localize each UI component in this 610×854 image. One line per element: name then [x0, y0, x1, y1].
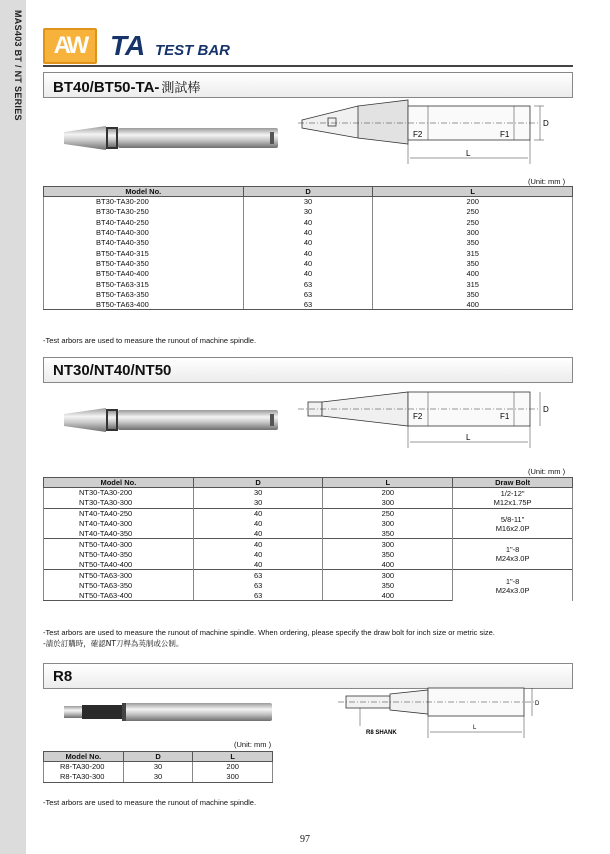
table-cell: 63 — [243, 289, 373, 299]
nt-label-f1: F1 — [500, 412, 510, 421]
table-cell: 40 — [243, 248, 373, 258]
draw-bolt-cell — [453, 508, 573, 539]
side-tab — [0, 0, 26, 854]
page-title: TA — [110, 30, 146, 61]
table-cell: 350 — [323, 529, 453, 539]
draw-bolt-spec: M24x3.0P — [495, 585, 530, 595]
table-cell: 30 — [193, 498, 323, 508]
table-row — [44, 508, 573, 518]
r8-label-shank: R8 SHANK — [366, 730, 397, 736]
brand-logo: AW — [43, 28, 97, 64]
nt-label-d: D — [543, 405, 549, 414]
table-cell: 40 — [193, 518, 323, 528]
r8-dimension-drawing — [338, 678, 558, 748]
nt-note: -Test arbors are used to measure the runout of machine spindle. When ordering, please specify the draw bolt for inch size or metric size. — [43, 628, 495, 637]
table-cell: 63 — [193, 580, 323, 590]
nt-label-f2: F2 — [413, 412, 423, 421]
table-cell: BT50-TA40-315 — [44, 248, 244, 258]
table-row — [44, 289, 573, 299]
nt-note-zh: -請於訂購時，確認NT刀桿為英制或公制。 — [43, 639, 184, 648]
table-cell: 300 — [323, 518, 453, 528]
table-row — [44, 762, 273, 772]
table-header-cell: D — [193, 478, 323, 488]
draw-bolt-spec: M12x1.75P — [493, 497, 532, 507]
table-header-cell: Model No. — [44, 187, 244, 197]
table-header-cell: Draw Bolt — [453, 478, 573, 488]
table-row — [44, 207, 573, 217]
table-cell: 40 — [243, 227, 373, 237]
table-header-cell: L — [323, 478, 453, 488]
table-cell: 30 — [243, 197, 373, 207]
bt-label-l: L — [466, 149, 471, 158]
table-cell: BT50-TA63-350 — [44, 289, 244, 299]
nt-label-l: L — [466, 433, 471, 442]
table-cell: NT30-TA30-200 — [44, 488, 194, 498]
table-cell: 200 — [193, 762, 273, 772]
table-cell: 300 — [193, 772, 273, 782]
table-cell: 63 — [243, 299, 373, 309]
table-header-cell: Model No. — [44, 752, 124, 762]
table-cell: 40 — [193, 539, 323, 549]
table-cell: 40 — [243, 258, 373, 268]
r8-label-l: L — [473, 725, 477, 731]
bt-dimension-drawing — [298, 92, 558, 174]
bt-section-title-zh: 測試棒 — [161, 81, 201, 96]
table-cell: BT40-TA40-250 — [44, 217, 244, 227]
table-cell: 30 — [123, 762, 193, 772]
table-cell: 30 — [123, 772, 193, 782]
draw-bolt-spec: 1"-8 — [505, 545, 520, 555]
r8-section-title: R8 — [53, 668, 73, 685]
table-cell: BT50-TA63-315 — [44, 279, 244, 289]
table-cell: 350 — [373, 258, 573, 268]
table-cell: 250 — [323, 508, 453, 518]
side-series-label: MAS403 BT / NT SERIES — [13, 10, 23, 121]
table-cell: 40 — [243, 217, 373, 227]
nt-test-bar-photo — [60, 400, 290, 442]
draw-bolt-spec: M24x3.0P — [495, 554, 530, 564]
table-row — [44, 227, 573, 237]
r8-label-d: D — [535, 701, 540, 707]
table-cell: NT40-TA40-300 — [44, 518, 194, 528]
draw-bolt-spec: M16x2.0P — [495, 523, 530, 533]
table-cell: 400 — [373, 269, 573, 279]
table-row — [44, 772, 273, 782]
table-cell: NT50-TA40-300 — [44, 539, 194, 549]
table-cell: 300 — [323, 539, 453, 549]
table-row — [44, 248, 573, 258]
table-cell: NT40-TA40-250 — [44, 508, 194, 518]
bt-label-f1: F1 — [500, 130, 510, 139]
table-row — [44, 488, 573, 498]
table-cell: 40 — [193, 508, 323, 518]
table-cell: 30 — [193, 488, 323, 498]
bt-label-d: D — [543, 119, 549, 128]
table-cell: 63 — [243, 279, 373, 289]
table-cell: BT30-TA30-200 — [44, 197, 244, 207]
table-cell: 350 — [323, 580, 453, 590]
bt-spec-table — [43, 186, 573, 310]
table-cell: 200 — [373, 197, 573, 207]
table-row — [44, 570, 573, 580]
table-cell: 350 — [373, 238, 573, 248]
page-number: 97 — [300, 834, 310, 845]
bt-unit-label: (Unit: mm ) — [528, 177, 566, 186]
table-cell: 40 — [243, 238, 373, 248]
table-header-cell: L — [373, 187, 573, 197]
table-cell: R8-TA30-200 — [44, 762, 124, 772]
draw-bolt-spec: 1"-8 — [505, 576, 520, 586]
table-cell: 350 — [323, 549, 453, 559]
table-row — [44, 197, 573, 207]
draw-bolt-spec: 1/2-12" — [500, 488, 525, 498]
table-cell: NT50-TA63-350 — [44, 580, 194, 590]
title-divider — [43, 65, 573, 67]
table-row — [44, 238, 573, 248]
table-cell: 400 — [323, 560, 453, 570]
table-cell: NT50-TA40-400 — [44, 560, 194, 570]
table-cell: 63 — [193, 570, 323, 580]
r8-unit-label: (Unit: mm ) — [234, 740, 272, 749]
table-cell: 40 — [193, 560, 323, 570]
table-row — [44, 258, 573, 268]
table-cell: 40 — [243, 269, 373, 279]
draw-bolt-cell — [453, 488, 573, 509]
table-cell: BT30-TA30-250 — [44, 207, 244, 217]
table-cell: 250 — [373, 217, 573, 227]
table-cell: 300 — [373, 227, 573, 237]
nt-dimension-drawing — [298, 378, 558, 458]
table-row — [44, 279, 573, 289]
table-cell: 200 — [323, 488, 453, 498]
table-header-cell: Model No. — [44, 478, 194, 488]
table-cell: NT30-TA30-300 — [44, 498, 194, 508]
nt-unit-label: (Unit: mm ) — [528, 467, 566, 476]
table-cell: BT50-TA40-350 — [44, 258, 244, 268]
table-cell: 63 — [193, 590, 323, 600]
table-header-cell: D — [123, 752, 193, 762]
table-cell: 300 — [323, 498, 453, 508]
nt-section-title: NT30/NT40/NT50 — [53, 362, 172, 379]
table-cell: 315 — [373, 248, 573, 258]
draw-bolt-spec: 5/8-11" — [500, 514, 525, 524]
table-cell: 30 — [243, 207, 373, 217]
bt-test-bar-photo — [60, 118, 290, 160]
bt-section-title: BT40/BT50-TA- 測試棒 — [53, 79, 201, 96]
table-cell: BT50-TA40-400 — [44, 269, 244, 279]
r8-spec-table — [43, 751, 273, 783]
table-cell: BT50-TA63-400 — [44, 299, 244, 309]
page-subtitle: TEST BAR — [155, 42, 230, 59]
table-cell: 300 — [323, 570, 453, 580]
bt-label-f2: F2 — [413, 130, 423, 139]
bt-note: -Test arbors are used to measure the runout of machine spindle. — [43, 336, 257, 345]
draw-bolt-cell — [453, 570, 573, 601]
table-cell: BT40-TA40-350 — [44, 238, 244, 248]
table-cell: 40 — [193, 529, 323, 539]
nt-spec-table — [43, 477, 573, 601]
table-cell: NT40-TA40-350 — [44, 529, 194, 539]
table-row — [44, 269, 573, 279]
table-header-cell: D — [243, 187, 373, 197]
table-row — [44, 539, 573, 549]
table-row — [44, 299, 573, 309]
table-cell: 315 — [373, 279, 573, 289]
table-cell: NT50-TA63-300 — [44, 570, 194, 580]
table-cell: 250 — [373, 207, 573, 217]
table-cell: 400 — [323, 590, 453, 600]
table-cell: BT40-TA40-300 — [44, 227, 244, 237]
table-cell: 40 — [193, 549, 323, 559]
table-cell: 350 — [373, 289, 573, 299]
r8-test-bar-photo — [62, 697, 282, 727]
r8-note: -Test arbors are used to measure the runout of machine spindle. — [43, 798, 257, 807]
table-header-cell: L — [193, 752, 273, 762]
table-cell: NT50-TA63-400 — [44, 590, 194, 600]
draw-bolt-cell — [453, 539, 573, 570]
table-cell: NT50-TA40-350 — [44, 549, 194, 559]
table-cell: 400 — [373, 299, 573, 309]
table-row — [44, 217, 573, 227]
table-cell: R8-TA30-300 — [44, 772, 124, 782]
